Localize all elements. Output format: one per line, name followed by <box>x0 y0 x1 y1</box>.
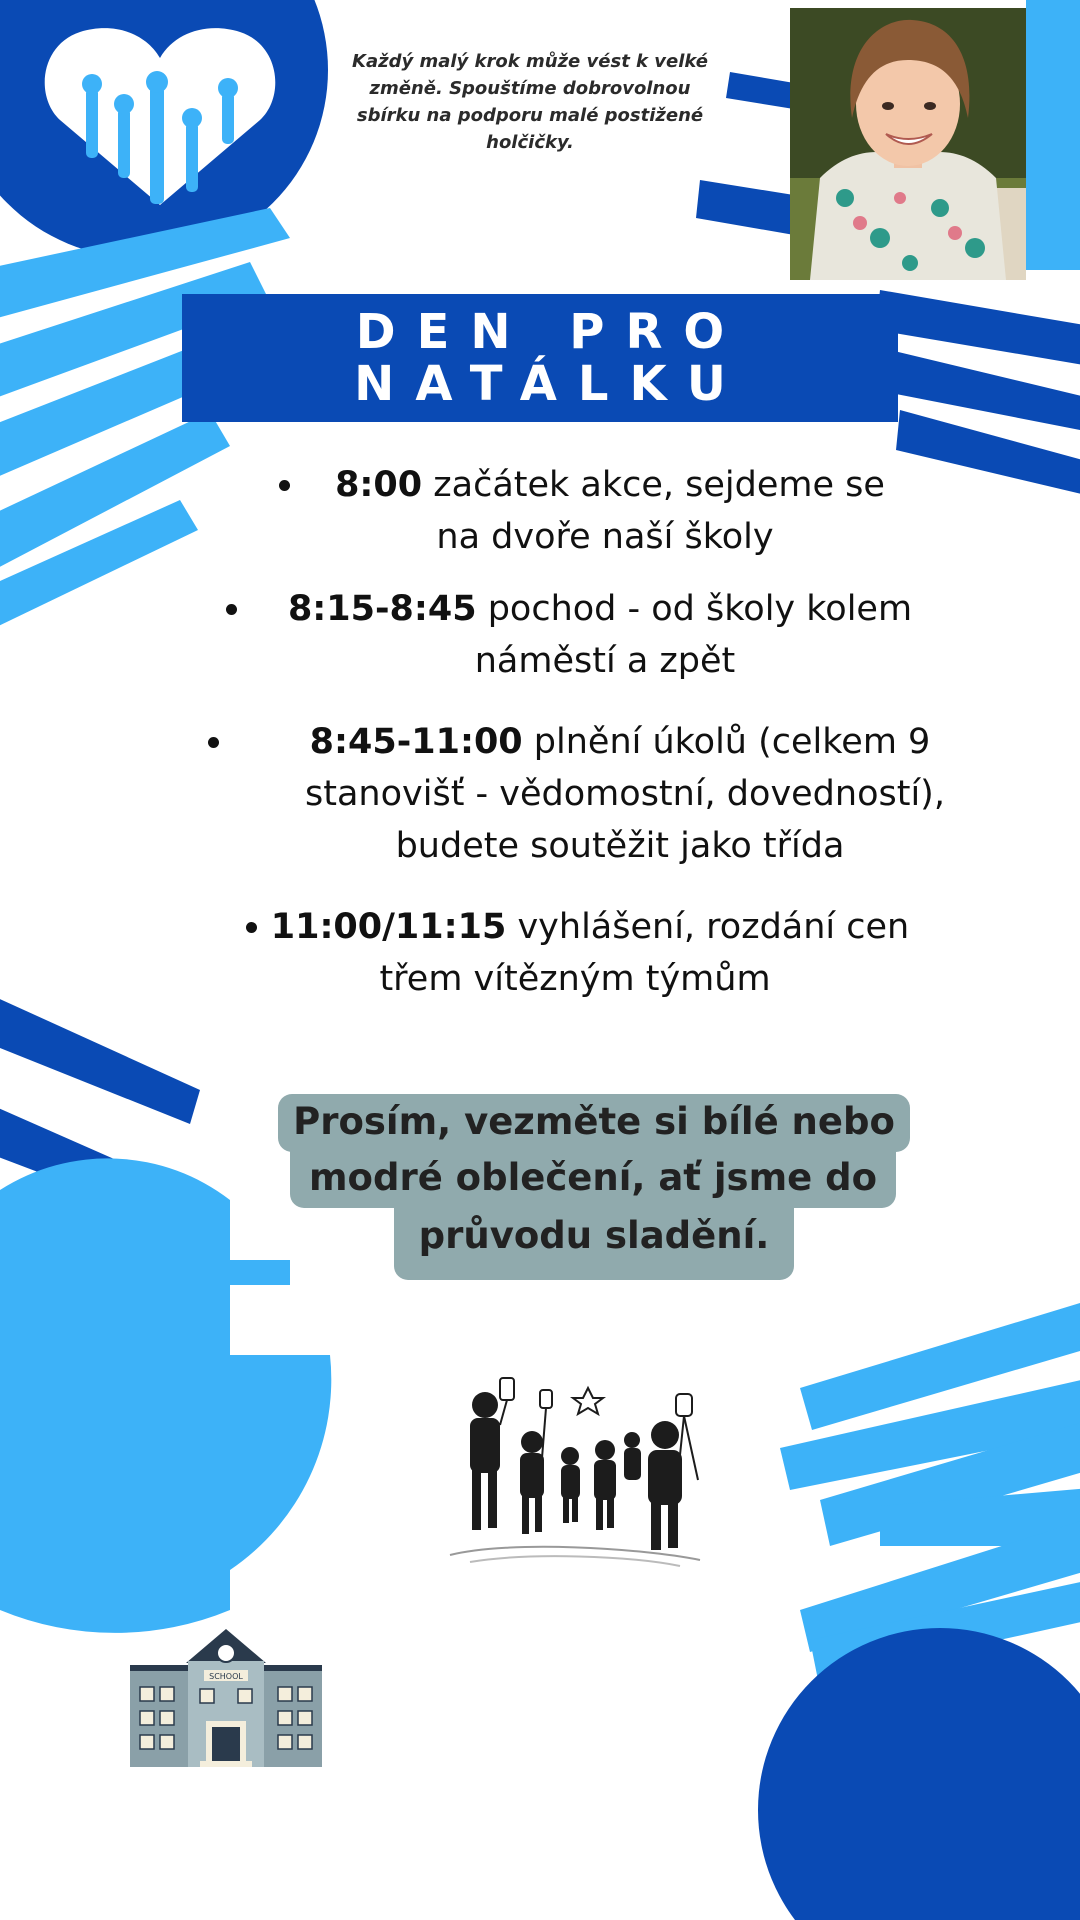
clothing-note-line-1: Prosím, vezměte si bílé nebo <box>278 1094 910 1152</box>
light-blue-shape-left <box>0 1158 331 1633</box>
tagline: Každý malý krok může vést k velké změně. Spouštíme dobrovolnou sbírku na podporu malé postižené holčičky. <box>352 51 708 153</box>
brush-strokes-right <box>780 1300 1080 1680</box>
school-building-icon <box>130 1625 322 1767</box>
schedule-text-4a: vyhlášení, rozdání cen <box>506 907 910 947</box>
bullet <box>208 737 219 748</box>
clothing-note-line-2: modré oblečení, ať jsme do <box>290 1150 896 1208</box>
children-with-lanterns-illustration <box>440 1370 710 1570</box>
schedule-time-1: 8:00 <box>335 465 423 505</box>
bullet <box>279 480 290 491</box>
schedule-item-3-line-1 <box>280 716 960 768</box>
bullet <box>246 922 257 933</box>
title-banner <box>182 294 898 422</box>
schedule-text-2a: pochod - od školy kolem <box>476 589 913 629</box>
schedule-time-3: 8:45-11:00 <box>309 722 523 762</box>
schedule-text-3a: plnění úkolů (celkem 9 <box>522 722 931 762</box>
schedule-item-3-line-2: stanovišť - vědomostní, dovedností), <box>305 774 945 814</box>
schedule-item-3-line-3: budete soutěžit jako třída <box>395 826 845 866</box>
schedule-item-1-line-2: na dvoře naší školy <box>436 517 774 557</box>
schedule-item-4-line-1 <box>270 901 910 953</box>
schedule-item-2-line-2: náměstí a zpět <box>474 641 736 681</box>
schedule-item-4-line-2: třem vítězným týmům <box>379 959 771 999</box>
schedule-text-1a: začátek akce, sejdeme se <box>422 465 885 505</box>
schedule-time-4: 11:00/11:15 <box>270 907 507 947</box>
clothing-note-line-3: průvodu sladění. <box>394 1206 794 1280</box>
schedule-item-1-line-1 <box>300 459 920 511</box>
title-line-2: NATÁLKU <box>354 356 747 412</box>
girl-photo <box>790 8 1026 280</box>
schedule-item-2-line-1 <box>250 583 950 635</box>
title-line-1: DEN PRO <box>355 304 746 360</box>
school-sign-text: SCHOOL <box>209 1672 243 1681</box>
top-right-strip <box>1026 0 1080 270</box>
schedule-time-2: 8:15-8:45 <box>287 589 477 629</box>
bottom-right-disc <box>758 1628 1080 1920</box>
bullet <box>226 604 237 615</box>
